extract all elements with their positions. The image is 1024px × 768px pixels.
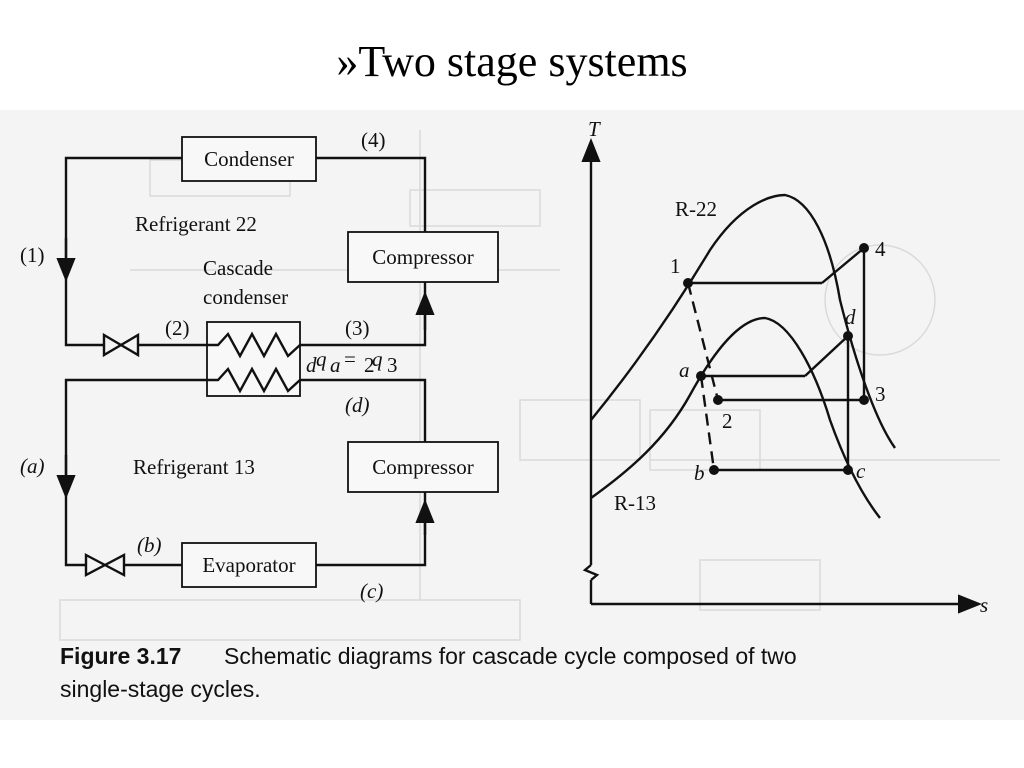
point-a xyxy=(696,371,706,381)
state-a-label: (a) xyxy=(20,454,45,478)
pipe-compressor-to-condenser xyxy=(316,158,425,232)
svg-text:3: 3 xyxy=(387,353,398,377)
figure xyxy=(0,110,1024,720)
svg-text:q: q xyxy=(372,347,383,371)
r13-curve-label: R-13 xyxy=(614,491,656,515)
state-4-label: (4) xyxy=(361,128,386,152)
caption-text-line-2: single-stage cycles. xyxy=(60,676,261,702)
schematic xyxy=(20,128,498,603)
svg-text:2: 2 xyxy=(364,353,375,377)
point-1-label: 1 xyxy=(670,254,681,278)
state-2-label: (2) xyxy=(165,316,190,340)
point-a-label: a xyxy=(679,358,690,382)
point-b-label: b xyxy=(694,461,705,485)
figure-svg xyxy=(0,110,1024,720)
point-4 xyxy=(859,243,869,253)
caption-figure-number: Figure 3.17 xyxy=(60,643,182,669)
refrigerant-22-label: Refrigerant 22 xyxy=(135,212,257,236)
point-d-label: d xyxy=(845,305,856,329)
refrigerant-13-label: Refrigerant 13 xyxy=(133,455,255,479)
slide-title: »Two stage systems xyxy=(336,37,688,86)
pipe-evaporator-to-compressor xyxy=(316,492,425,565)
svg-text:=: = xyxy=(344,347,356,371)
figure-caption xyxy=(60,643,797,702)
r22-curve-label: R-22 xyxy=(675,197,717,221)
state-b-label: (b) xyxy=(137,533,162,557)
condenser-word-label: condenser xyxy=(203,285,289,309)
point-c xyxy=(843,465,853,475)
point-c-label: c xyxy=(856,459,866,483)
compressor-lower-label: Compressor xyxy=(372,455,474,479)
condenser-label: Condenser xyxy=(204,147,294,171)
expansion-valve-upper-icon xyxy=(104,335,138,355)
cascade-condenser-box xyxy=(207,322,300,396)
r13-desuperheat xyxy=(805,336,848,376)
state-3-label: (3) xyxy=(345,316,370,340)
expansion-valve-lower-icon xyxy=(86,555,124,575)
point-3 xyxy=(859,395,869,405)
point-3-label: 3 xyxy=(875,382,886,406)
state-1-label: (1) xyxy=(20,243,45,267)
compressor-upper-label: Compressor xyxy=(372,245,474,269)
point-4-label: 4 xyxy=(875,237,886,261)
cascade-label: Cascade xyxy=(203,256,273,280)
point-2-label: 2 xyxy=(722,409,733,433)
heat-balance-equation xyxy=(306,347,398,377)
evaporator-label: Evaporator xyxy=(202,553,296,577)
caption-text-line-1: Schematic diagrams for cascade cycle composed of two xyxy=(224,643,797,669)
point-2 xyxy=(713,395,723,405)
state-c-label: (c) xyxy=(360,579,384,603)
t-axis-label: T xyxy=(588,117,600,141)
point-1 xyxy=(683,278,693,288)
svg-text:d: d xyxy=(306,353,317,377)
svg-text:a: a xyxy=(330,353,341,377)
point-b xyxy=(709,465,719,475)
ts-diagram xyxy=(585,117,988,617)
svg-text:q: q xyxy=(316,347,327,371)
state-d-label: (d) xyxy=(345,393,370,417)
point-d xyxy=(843,331,853,341)
axis-break-icon xyxy=(585,565,597,580)
r13-throttling-dashed xyxy=(701,376,714,470)
s-axis-label: s xyxy=(980,593,989,617)
